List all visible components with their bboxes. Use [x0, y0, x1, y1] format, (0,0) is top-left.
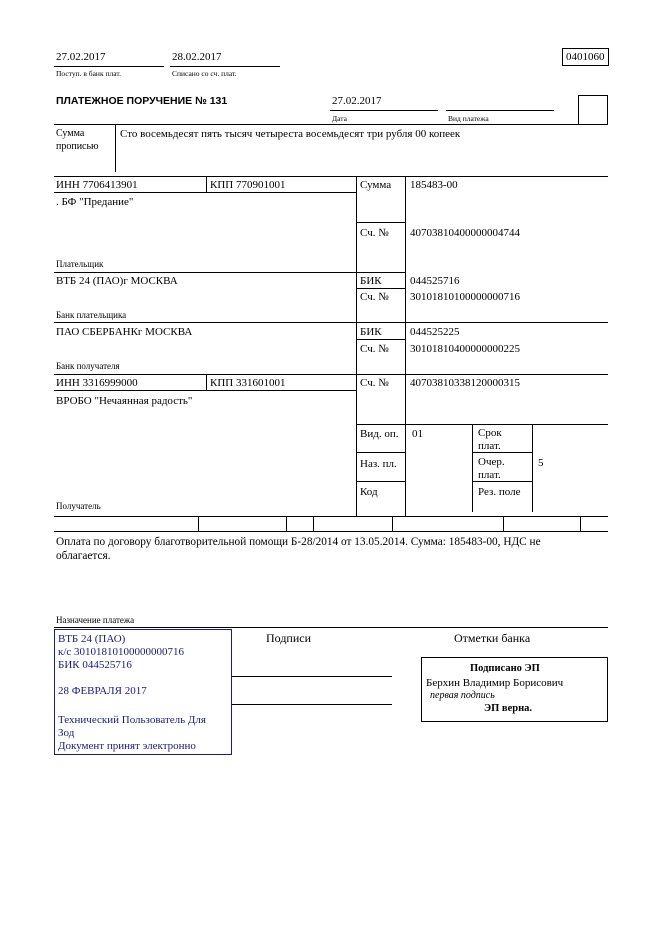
e-signature-title: Подписано ЭП: [470, 663, 540, 674]
main-vertical-divider-2: [405, 176, 406, 516]
payment-type-label: Вид платежа: [448, 114, 489, 123]
received-date: 27.02.2017: [56, 51, 106, 63]
main-vertical-divider-1: [356, 176, 357, 424]
amount-top-line: [54, 124, 608, 125]
codes-divider-1: [472, 424, 473, 512]
recipient-bank-bik-line: [356, 339, 406, 340]
term-label-1: Срок: [478, 427, 502, 439]
payer-bank-account: 30101810100000000716: [410, 291, 520, 303]
payer-account-label: Сч. №: [360, 227, 389, 239]
recipient-name: ВРОБО "Нечаянная радость": [56, 395, 193, 407]
status-box: [578, 95, 608, 125]
recipient-inn: ИНН 3316999000: [56, 377, 138, 389]
reserve-label: Рез. поле: [478, 486, 521, 498]
debited-date: 28.02.2017: [172, 51, 222, 63]
order-date-label: Дата: [332, 114, 347, 123]
order-title: ПЛАТЕЖНОЕ ПОРУЧЕНИЕ № 131: [56, 95, 228, 107]
term-label-2: плат.: [478, 440, 501, 452]
op-type: 01: [412, 428, 423, 440]
signature-line-2: [232, 704, 392, 705]
form-code-box: [562, 48, 609, 66]
payer-inn-bottom-line: [54, 192, 356, 193]
code-label: Код: [360, 486, 378, 498]
payer-sum-bottom-line: [356, 222, 406, 223]
recipient-top-line: [54, 374, 608, 375]
codes-divider-2: [532, 424, 533, 512]
e-signature-role: первая подпись: [430, 690, 495, 701]
purpose-label: Назначение платежа: [56, 615, 135, 625]
recipient-bank-account: 30101810400000000225: [410, 343, 520, 355]
payer-bank-top-line: [54, 272, 406, 273]
recipient-bank-name: ПАО СБЕРБАНКг МОСКВА: [56, 326, 193, 338]
received-date-line: [54, 66, 164, 67]
purpose-bottom-line: [54, 627, 608, 628]
recipient-inn-kpp-divider: [206, 374, 207, 390]
order-date-line: [330, 110, 438, 111]
payer-name: . БФ "Предание": [56, 196, 134, 208]
recipient-account: 40703810338120000315: [410, 377, 520, 389]
recipient-bank-bik: 044525225: [410, 326, 460, 338]
amount-label-divider: [115, 124, 116, 172]
payer-bank-bik-label: БИК: [360, 275, 382, 287]
payer-bank-bik-line: [356, 288, 406, 289]
recipient-kpp: КПП 331601001: [210, 377, 286, 389]
form-code: 0401060: [566, 51, 605, 63]
payer-bank-label: Банк плательщика: [56, 310, 127, 320]
priority-label-2: плат.: [478, 469, 501, 481]
signature-line-1: [232, 676, 392, 677]
purpose-line-2: облагается.: [56, 550, 111, 562]
code-row-top-line: [54, 516, 608, 517]
priority-label-1: Очер.: [478, 456, 505, 468]
amount-words-value: Сто восемьдесят пять тысяч четыреста восемьдесят три рубля 00 копеек: [120, 128, 461, 140]
payer-bank-account-label: Сч. №: [360, 291, 389, 303]
stamp-accepted: Документ принят электронно: [58, 740, 196, 752]
recipient-inn-bottom-line: [54, 390, 356, 391]
code-row-divider-3: [313, 516, 314, 531]
e-signature-status: ЭП верна.: [484, 703, 533, 714]
priority: 5: [538, 457, 544, 469]
order-date: 27.02.2017: [332, 95, 382, 107]
purpose-line-1: Оплата по договору благотворительной помощи Б-28/2014 от 13.05.2014. Сумма: 185483-00, НДС не: [56, 536, 541, 548]
debited-date-label: Списано со сч. плат.: [172, 69, 237, 78]
received-date-label: Поступ. в банк плат.: [56, 69, 121, 78]
payer-sum-value: 185483-00: [410, 179, 458, 191]
payer-sum-label: Сумма: [360, 179, 392, 191]
payer-bank-bik: 044525716: [410, 275, 460, 287]
codes-line-1a: [356, 452, 406, 453]
stamp-date: 28 ФЕВРАЛЯ 2017: [58, 685, 147, 697]
purpose-code-label: Наз. пл.: [360, 458, 397, 470]
recipient-label: Получатель: [56, 501, 101, 511]
recipient-account-label: Сч. №: [360, 377, 389, 389]
code-row-divider-5: [503, 516, 504, 531]
recipient-bank-account-label: Сч. №: [360, 343, 389, 355]
recipient-bank-top-line: [54, 322, 608, 323]
payer-label: Плательщик: [56, 259, 104, 269]
bank-marks-label: Отметки банка: [454, 631, 531, 645]
payer-inn-kpp-divider: [206, 176, 207, 192]
payer-account: 40703810400000004744: [410, 227, 520, 239]
recipient-bank-label: Банк получателя: [56, 361, 120, 371]
codes-top-line: [356, 424, 608, 425]
op-type-label: Вид. оп.: [360, 428, 399, 440]
code-row-divider-2: [286, 516, 287, 531]
codes-line-2b: [472, 481, 533, 482]
payer-inn: ИНН 7706413901: [56, 179, 138, 191]
codes-line-2a: [356, 481, 406, 482]
stamp-bank-name: ВТБ 24 (ПАО): [58, 633, 126, 645]
stamp-user-1: Технический Пользователь Для: [58, 714, 206, 726]
amount-words-label-1: Сумма: [56, 128, 85, 139]
stamp-corr-account: к/с 30101810100000000716: [58, 646, 185, 658]
signatures-label: Подписи: [266, 631, 312, 645]
debited-date-line: [170, 66, 280, 67]
payer-kpp: КПП 770901001: [210, 179, 286, 191]
payer-top-line: [54, 176, 608, 177]
stamp-user-2: Зод: [58, 727, 75, 739]
e-signature-signer: Берхин Владимир Борисович: [426, 677, 564, 689]
payer-bank-name: ВТБ 24 (ПАО)г МОСКВА: [56, 275, 178, 287]
stamp-bik: БИК 044525716: [58, 659, 132, 671]
codes-left-line: [356, 424, 357, 516]
payment-type-line: [446, 110, 554, 111]
amount-words-label-2: прописью: [56, 141, 99, 152]
code-row-divider-6: [580, 516, 581, 531]
code-row-divider-1: [198, 516, 199, 531]
codes-line-1b: [472, 452, 533, 453]
recipient-bank-bik-label: БИК: [360, 326, 382, 338]
code-row-bottom-line: [54, 531, 608, 532]
code-row-divider-4: [392, 516, 393, 531]
